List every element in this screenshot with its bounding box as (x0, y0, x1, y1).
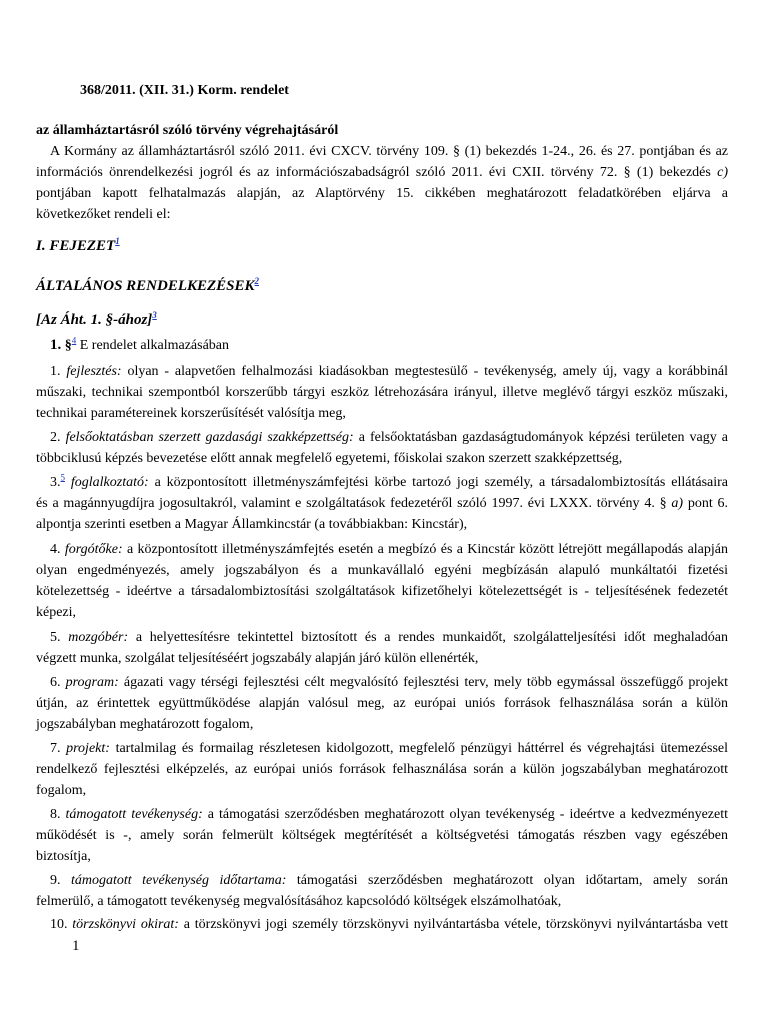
definition-line: működését is -, amely során felmerült költségek megtérítését a költségvetési támogatás részben vagy egészében (36, 828, 728, 843)
definition-term: törzskönyvi okirat: (72, 917, 179, 932)
page-number: 1 (72, 938, 80, 954)
chapter-title: ÁLTALÁNOS RENDELKEZÉSEK$^2$ (36, 276, 260, 294)
preamble-line: információs önrendelkezési jogról és az információszabadságról szóló 2011. évi CXII. törvény 72. § (1) bekezdés c) (36, 165, 728, 180)
definition-line: 5. mozgóbér: a helyettesítésre tekintettel biztosított és a rendes munkaidőt, szolgálatteljesítési időt meghaladóan (50, 630, 729, 645)
definition-line: technikai paramétereinek korszerűsítését valósítja meg, (36, 406, 346, 421)
definition-line: jogszabályban meghatározott fogalom, (36, 717, 254, 732)
definition-line: olyan engedményezés, amely jogszabályon és a munkavállaló egyéni megbízásán alapuló munkáltatói fizetési (36, 563, 728, 578)
definition-line: fogalom, (36, 783, 87, 798)
definition-line: 3.$^5$ foglalkoztató: a központosított illetményszámfejtési körbe tartozó jogi személy, a társadalombiztosítás ellátásaira (50, 472, 728, 490)
definition-line: 1. fejlesztés: olyan - alapvetően felhalmozási kiadásokban megtestesülő - tevékenység, amely új, vagy a korábbinál (50, 364, 728, 379)
definition-line: rendelkező fejlesztési elképzelés, az európai uniós források felhasználása során a külön jogszabályban meghatározott (36, 762, 728, 777)
definition-line: 9. támogatott tevékenység időtartama: támogatási szerződésben meghatározott olyan időtartam, amely során (50, 873, 728, 888)
definition-line: 10. törzskönyvi okirat: a törzskönyvi jogi személy törzskönyvi nyilvántartásba vétele, törzskönyvi nyilvántartásba vett (50, 917, 729, 932)
footnote-link[interactable]: 2 (254, 276, 260, 286)
definition-term: fejlesztés: (66, 364, 122, 379)
preamble-line: következőket rendeli el: (36, 207, 171, 222)
definition-line: felmerülő, a támogatott tevékenység megvalósításához kapcsolódó költségek elszámolhatóak, (36, 894, 562, 909)
paragraph-1-heading: 1. §$^4$ E rendelet alkalmazásában (50, 335, 229, 353)
definition-term: projekt: (66, 741, 110, 756)
definition-term: mozgóbér: (68, 630, 129, 645)
definition-term: támogatott tevékenység időtartama: (71, 873, 287, 888)
footnote-link[interactable]: 4 (71, 335, 77, 346)
definition-term: forgótőke: (64, 542, 123, 557)
definition-line: 7. projekt: tartalmilag és formailag részletesen kidolgozott, megfelelő pénzügyi háttérrel és végrehajtási ütemezéssel (50, 741, 729, 756)
definition-line: műszaki, technikai szempontból korszerűbb tárgyi eszköz létrehozására irányul, illetve meglévő tárgyi eszköz műszaki, (36, 385, 728, 400)
definition-line: képezi, (36, 605, 77, 620)
footnote-link[interactable]: 5 (60, 472, 65, 483)
preamble-line: pontjában kapott felhatalmazás alapján, az Alaptörvény 15. cikkében meghatározott feladatkörében eljárva a (36, 186, 728, 201)
preamble-line: A Kormány az államháztartásról szóló 2011. évi CXCV. törvény 109. § (1) bekezdés 1-24., 26. és 27. pontjában és az (50, 144, 728, 159)
footnote-link[interactable]: 3 (152, 310, 157, 320)
definition-line: 6. program: ágazati vagy térségi fejlesztési célt megvalósító fejlesztési terv, mely több egymással összefüggő projekt (50, 675, 729, 690)
definition-line: 8. támogatott tevékenység: a támogatási szerződésben meghatározott olyan tevékenység - ideértve a kedvezményezett (50, 807, 728, 822)
definition-line: többciklusú képzés bevezetése előtt annak megfelelő egyetemi, főiskolai szakon szerzett szakképzettség, (36, 451, 623, 466)
definition-line: kötelezettség - ideértve a társadalombiztosítási szolgáltatások kifizetőhelyi kötelezettségét is - teljesítésének fedezetét (36, 584, 728, 599)
chapter-heading: I. FEJEZET$^1$ (36, 236, 120, 254)
definition-term: támogatott tevékenység: (65, 807, 203, 822)
decree-title: 368/2011. (XII. 31.) Korm. rendelet (80, 83, 289, 98)
definition-term: felsőoktatásban szerzett gazdasági szakképzettség: (65, 430, 354, 445)
definition-line: biztosítja, (36, 849, 91, 864)
definition-line: végzett munka, szolgálat teljesítéséért jogszabály alapján járó külön ellenérték, (36, 651, 479, 666)
definition-line: és a magánnyugdíjra jogosultakról, valamint e szolgáltatások fedezetéről szóló 1997. évi LXXX. törvény 4. § a) pont 6. (36, 496, 729, 511)
definition-term: program: (65, 675, 119, 690)
definition-term: foglalkoztató: (70, 475, 149, 490)
definition-line: 2. felsőoktatásban szerzett gazdasági szakképzettség: a felsőoktatásban gazdaságtudományok képzési területen vagy a (50, 430, 729, 445)
definition-line: alpontja szerinti esetben a Magyar Államkincstár (a továbbiakban: Kincstár), (36, 517, 468, 532)
footnote-link[interactable]: 1 (115, 236, 120, 246)
definition-line: útján, az érintettek együttműködése alapján valósul meg, az európai uniós források felhasználása során a külön (36, 696, 728, 711)
section-reference: [Az Áht. 1. §-ához]$^3$ (36, 310, 157, 328)
definition-line: 4. forgótőke: a központosított illetményszámfejtés esetén a megbízó és a Kincstár között létrejött megállapodás alapján (50, 542, 728, 557)
decree-subtitle: az államháztartásról szóló törvény végrehajtásáról (36, 123, 339, 138)
